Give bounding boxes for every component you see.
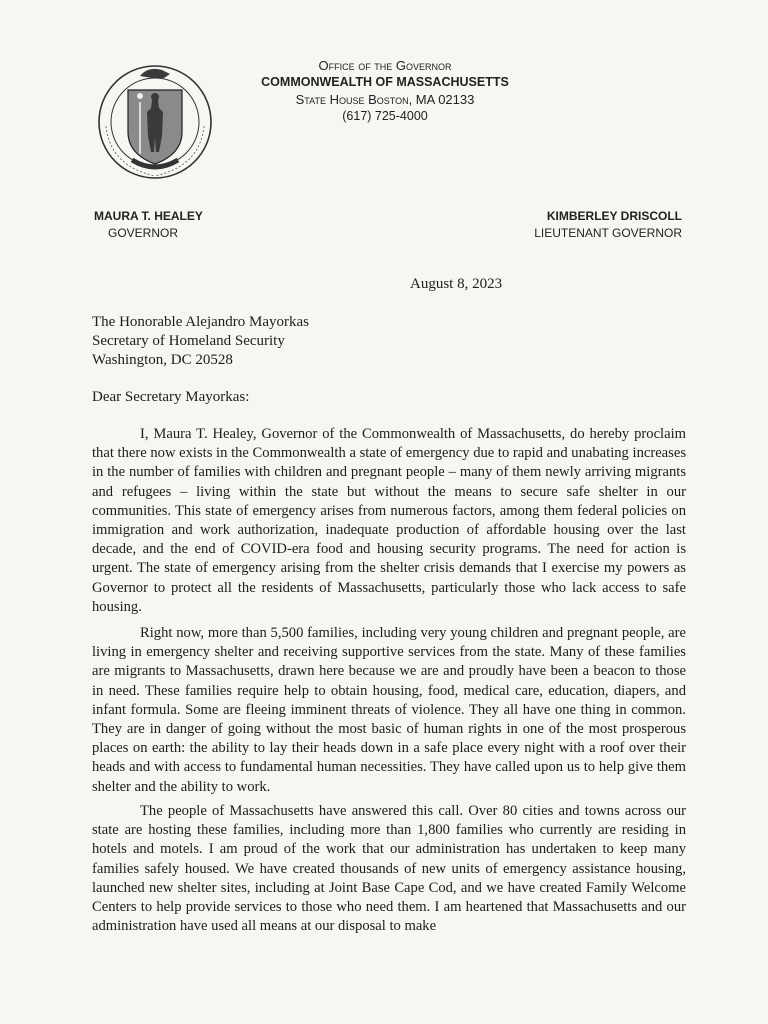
office-title: Office of the Governor (318, 58, 452, 73)
lieutenant-governor-name: KIMBERLEY DRISCOLL (546, 209, 682, 223)
governor-block (94, 208, 203, 242)
lieutenant-governor-title: LIEUTENANT GOVERNOR (534, 226, 682, 240)
body-paragraph: I, Maura T. Healey, Governor of the Commonwealth of Massachusetts, do hereby proclaim that there now exists in the Commonwealth a state of emergency due to rapid and unabating increases in the number of families with children and pregnant people – many of them newly arriving migrants and refugees – living within the state but without the means to secure safe shelter in our communities. This state of emergency arises from numerous factors, among them federal policies on immigration and work authorization, inadequate production of affordable housing over the last decade, and the end of COVID-era food and housing security programs. The need for action is urgent. The state of emergency arising from the shelter crisis demands that I exercise my powers as Governor to protect all the residents of Massachusetts, particularly those who lack access to safe housing. (92, 426, 686, 615)
massachusetts-seal-icon (92, 56, 218, 182)
letter-date: August 8, 2023 (410, 276, 503, 292)
salutation: Dear Secretary Mayorkas: (92, 389, 250, 405)
letterhead (240, 57, 530, 125)
recipient-title: Secretary of Homeland Security (92, 333, 285, 349)
recipient-address (92, 313, 309, 370)
phone-number: (617) 725-4000 (342, 109, 428, 123)
lieutenant-governor-block (534, 208, 682, 242)
recipient-city: Washington, DC 20528 (92, 352, 233, 368)
body-paragraph: The people of Massachusetts have answered this call. Over 80 cities and towns across our state are hosting these families, including more than 1,800 families who currently are residing in hotels and motels. I am proud of the work that our administration has undertaken to keep many families safely housed. We have created thousands of new units of emergency assistance housing, launched new shelter sites, including at Joint Base Cape Cod, and we have created Family Welcome Centers to help provide services to those who need them. I am heartened that Massachusetts and our administration have used all means at our disposal to make (92, 803, 686, 935)
governor-name: MAURA T. HEALEY (94, 209, 203, 223)
commonwealth-name: COMMONWEALTH OF MASSACHUSETTS (261, 75, 509, 89)
recipient-name: The Honorable Alejandro Mayorkas (92, 314, 310, 330)
governor-title: GOVERNOR (108, 226, 179, 240)
body-paragraph: Right now, more than 5,500 families, including very young children and pregnant people, are living in emergency shelter and receiving supportive services from the state. Many of these families are migrants to Massachusetts, drawn here because we are and proudly have been a beacon to those in need. These families require help to obtain housing, food, medical care, education, diapers, and infant formula. Some are fleeing imminent threats of violence. They all have one thing in common. They are in danger of going without the most basic of human rights in one of the most prosperous places on earth: the ability to lay their heads down in a safe place every night with a roof over their heads and with access to fundamental human necessities. They have called upon us to help give them shelter and the ability to work. (92, 625, 686, 795)
address-line: State House Boston, MA 02133 (295, 92, 475, 107)
